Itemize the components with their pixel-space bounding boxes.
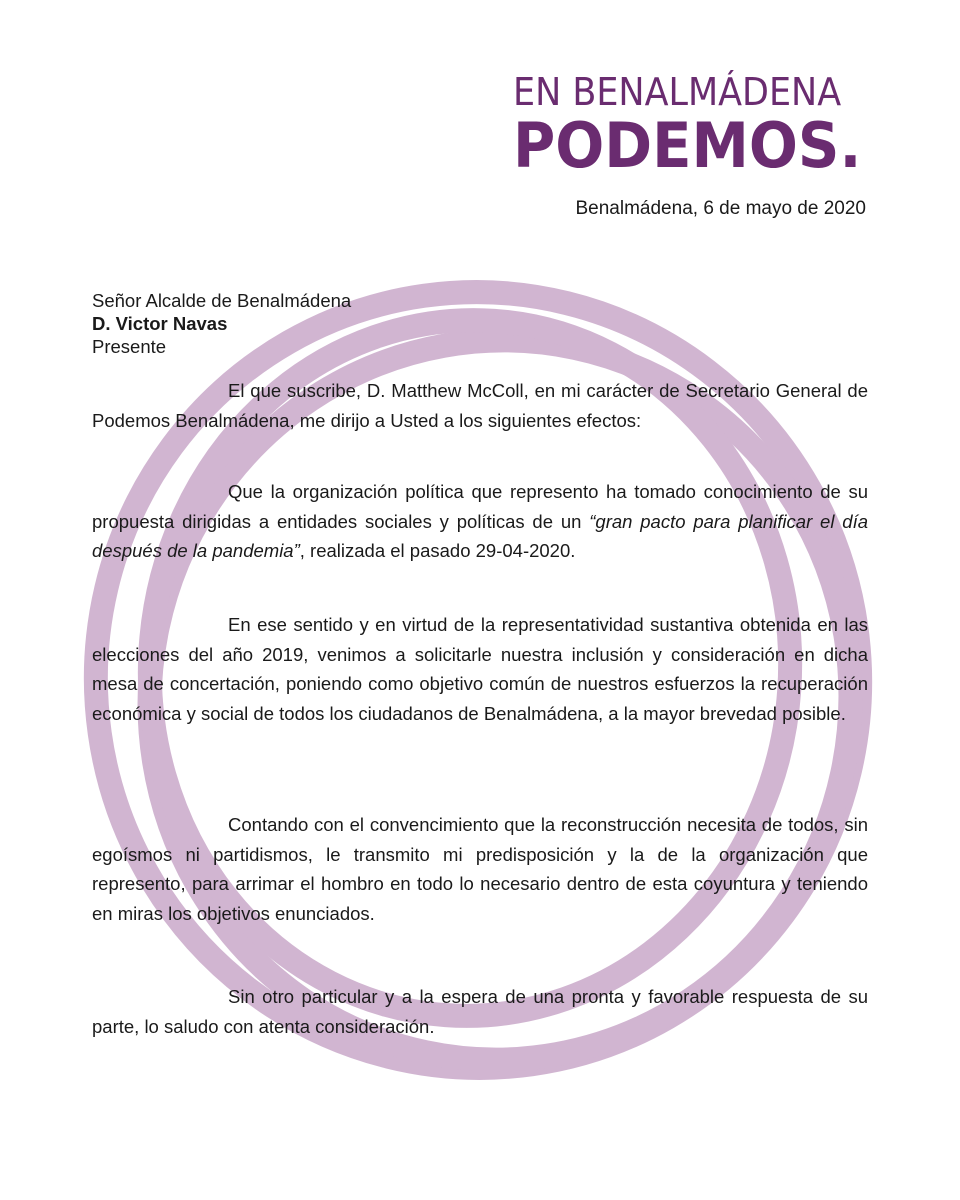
- paragraph-proposal-text-c: , realizada el pasado 29-04-2020.: [299, 540, 576, 561]
- paragraph-request-text: En ese sentido y en virtud de la representatividad sustantiva obtenida en las elecciones del año 2019, venimos a solicitarle nuestra inclusión y consideración en dicha mesa de concertación, poniendo como objetivo común de nuestros esfuerzos la recuperación económica y social de todos los ciudadanos de Benalmádena, a la mayor brevedad posible.: [92, 614, 868, 724]
- addressee-title: Señor Alcalde de Benalmádena: [92, 290, 352, 311]
- paragraph-proposal-text-a: Que la organización política que represento ha tomado conocimiento de su propuesta dirigidas a entidades sociales y políticas de un: [92, 481, 868, 532]
- paragraph-closing: [92, 982, 868, 1041]
- letterhead-line2: PODEMOS.: [513, 109, 862, 182]
- paragraph-intro: [92, 376, 868, 435]
- paragraph-request: [92, 610, 868, 728]
- addressee-name: D. Victor Navas: [92, 313, 228, 334]
- addressee-block: [92, 289, 351, 358]
- paragraph-commitment-text: Contando con el convencimiento que la reconstrucción necesita de todos, sin egoísmos ni partidismos, le transmito mi predisposición y la de la organización que represento, para arrimar el hombro en todo lo necesario dentro de esta coyuntura y teniendo en miras los objetivos enunciados.: [92, 814, 868, 924]
- paragraph-commitment: [92, 810, 868, 928]
- paragraph-intro-text: El que suscribe, D. Matthew McColl, en mi carácter de Secretario General de Podemos Benalmádena, me dirijo a Usted a los siguientes efectos:: [92, 380, 868, 431]
- addressee-presente: Presente: [92, 336, 167, 357]
- letterhead-line1: EN BENALMÁDENA: [513, 70, 842, 114]
- letterhead-logo: [513, 70, 888, 182]
- paragraph-closing-text: Sin otro particular y a la espera de una pronta y favorable respuesta de su parte, lo saludo con atenta consideración.: [92, 986, 868, 1037]
- paragraph-proposal: [92, 477, 868, 566]
- letter-date: Benalmádena, 6 de mayo de 2020: [575, 198, 866, 219]
- paragraph-proposal-quote: “gran pacto para planificar el día después de la pandemia”: [92, 510, 868, 561]
